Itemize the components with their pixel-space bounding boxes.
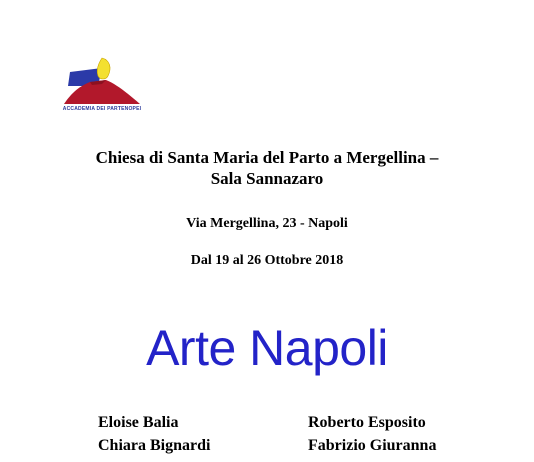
venue-line-2: Sala Sannazaro — [210, 169, 324, 188]
artists-column-left — [98, 411, 210, 457]
logo-caption: ACCADEMIA DEI PARTENOPEI — [62, 106, 142, 112]
artist-name: Fabrizio Giuranna — [308, 437, 437, 454]
accademia-logo — [62, 56, 142, 118]
venue-heading — [0, 147, 534, 189]
venue-address: Via Mergellina, 23 - Napoli — [186, 216, 348, 231]
artist-name: Roberto Esposito — [308, 414, 426, 431]
artists-column-right — [308, 411, 436, 457]
volcano-logo-icon — [62, 56, 142, 106]
artist-name: Chiara Bignardi — [98, 437, 211, 454]
venue-line-1: Chiesa di Santa Maria del Parto a Mergellina – — [95, 148, 439, 167]
artist-name: Eloise Balia — [98, 414, 179, 431]
event-title: Arte Napoli — [146, 320, 388, 376]
event-dates: Dal 19 al 26 Ottobre 2018 — [190, 253, 344, 268]
